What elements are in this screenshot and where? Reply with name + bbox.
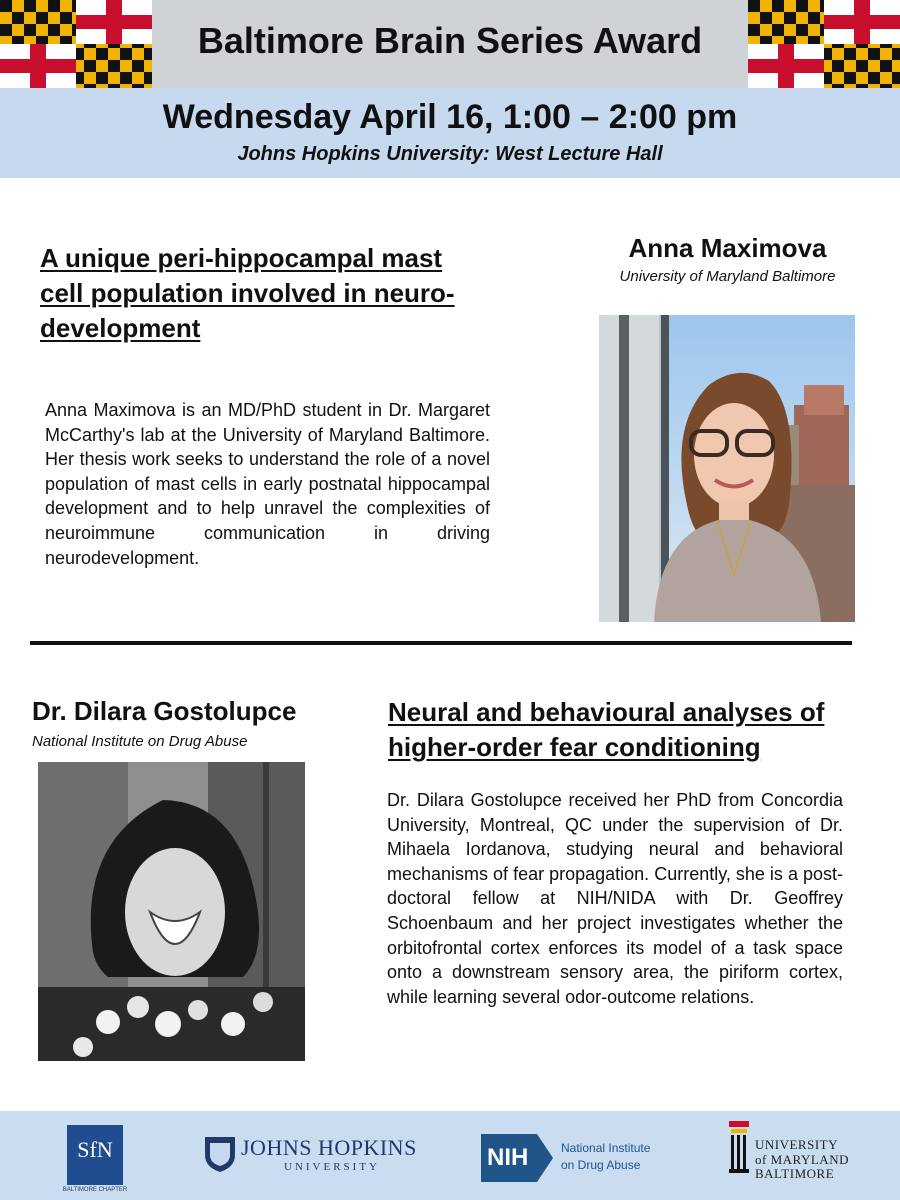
speaker1-photo: [599, 315, 855, 622]
speaker2-photo: [38, 762, 305, 1061]
speaker2-affiliation: National Institute on Drug Abuse: [32, 733, 248, 750]
maryland-flag-left: [0, 0, 152, 88]
speaker2-talk-title: Neural and behavioural analyses of higher-order fear conditioning: [388, 697, 825, 762]
jhu-logo-name: JOHNS HOPKINS: [241, 1135, 417, 1160]
nih-logo: [481, 1134, 553, 1182]
speaker2-bio: Dr. Dilara Gostolupce received her PhD from Concordia University, Montreal, QC under the supervision of Dr. Mihaela Iordanova, studying neural and behavioral mechanisms of fear propagation. Currently, she is a post-doctoral fellow at NIH/NIDA with Dr. Geoffrey Schoenbaum and her project investigates whether the orbitofrontal cortex enforces its model of a task space onto a downstream sensory area, the piriform cortex, while learning several odor-outcome relations.: [387, 790, 843, 1007]
section-divider: [30, 641, 852, 645]
speaker1-name: Anna Maximova: [628, 233, 827, 263]
nih-logo-name-line1: National Institute: [561, 1141, 651, 1155]
jhu-shield-icon: [202, 1135, 238, 1173]
sfn-logo-mark: SfN: [77, 1137, 113, 1162]
speaker1-affiliation: University of Maryland Baltimore: [619, 268, 836, 285]
umb-building-icon: [727, 1121, 751, 1173]
event-title: Baltimore Brain Series Award: [197, 20, 703, 61]
speaker1-bio: Anna Maximova is an MD/PhD student in Dr. Margaret McCarthy's lab at the University of Maryland Baltimore. Her thesis work seeks to understand the role of a novel population of mast cells in early postnatal hippocampal development and to help unravel the complexities of neuroimmune communication in driving neurodevelopment.: [45, 400, 490, 568]
speaker1-talk-title: A unique peri-hippocampal mast cell population involved in neuro-development: [40, 243, 455, 343]
umb-logo-line2: of MARYLAND: [755, 1152, 849, 1167]
sfn-logo-subtitle: BALTIMORE CHAPTER: [62, 1187, 128, 1193]
nih-logo-name-line2: on Drug Abuse: [561, 1158, 641, 1172]
maryland-flag-right: [748, 0, 900, 88]
jhu-logo-subtitle: UNIVERSITY: [284, 1161, 380, 1173]
speaker2-name: Dr. Dilara Gostolupce: [32, 696, 297, 726]
nih-logo-mark: NIH: [487, 1144, 529, 1171]
umb-logo-line1: UNIVERSITY: [755, 1137, 838, 1152]
event-venue: Johns Hopkins University: West Lecture Hall: [237, 143, 663, 165]
umb-logo-line3: BALTIMORE: [755, 1166, 835, 1181]
sfn-logo: [67, 1125, 123, 1185]
event-date: Wednesday April 16, 1:00 – 2:00 pm: [162, 98, 738, 136]
